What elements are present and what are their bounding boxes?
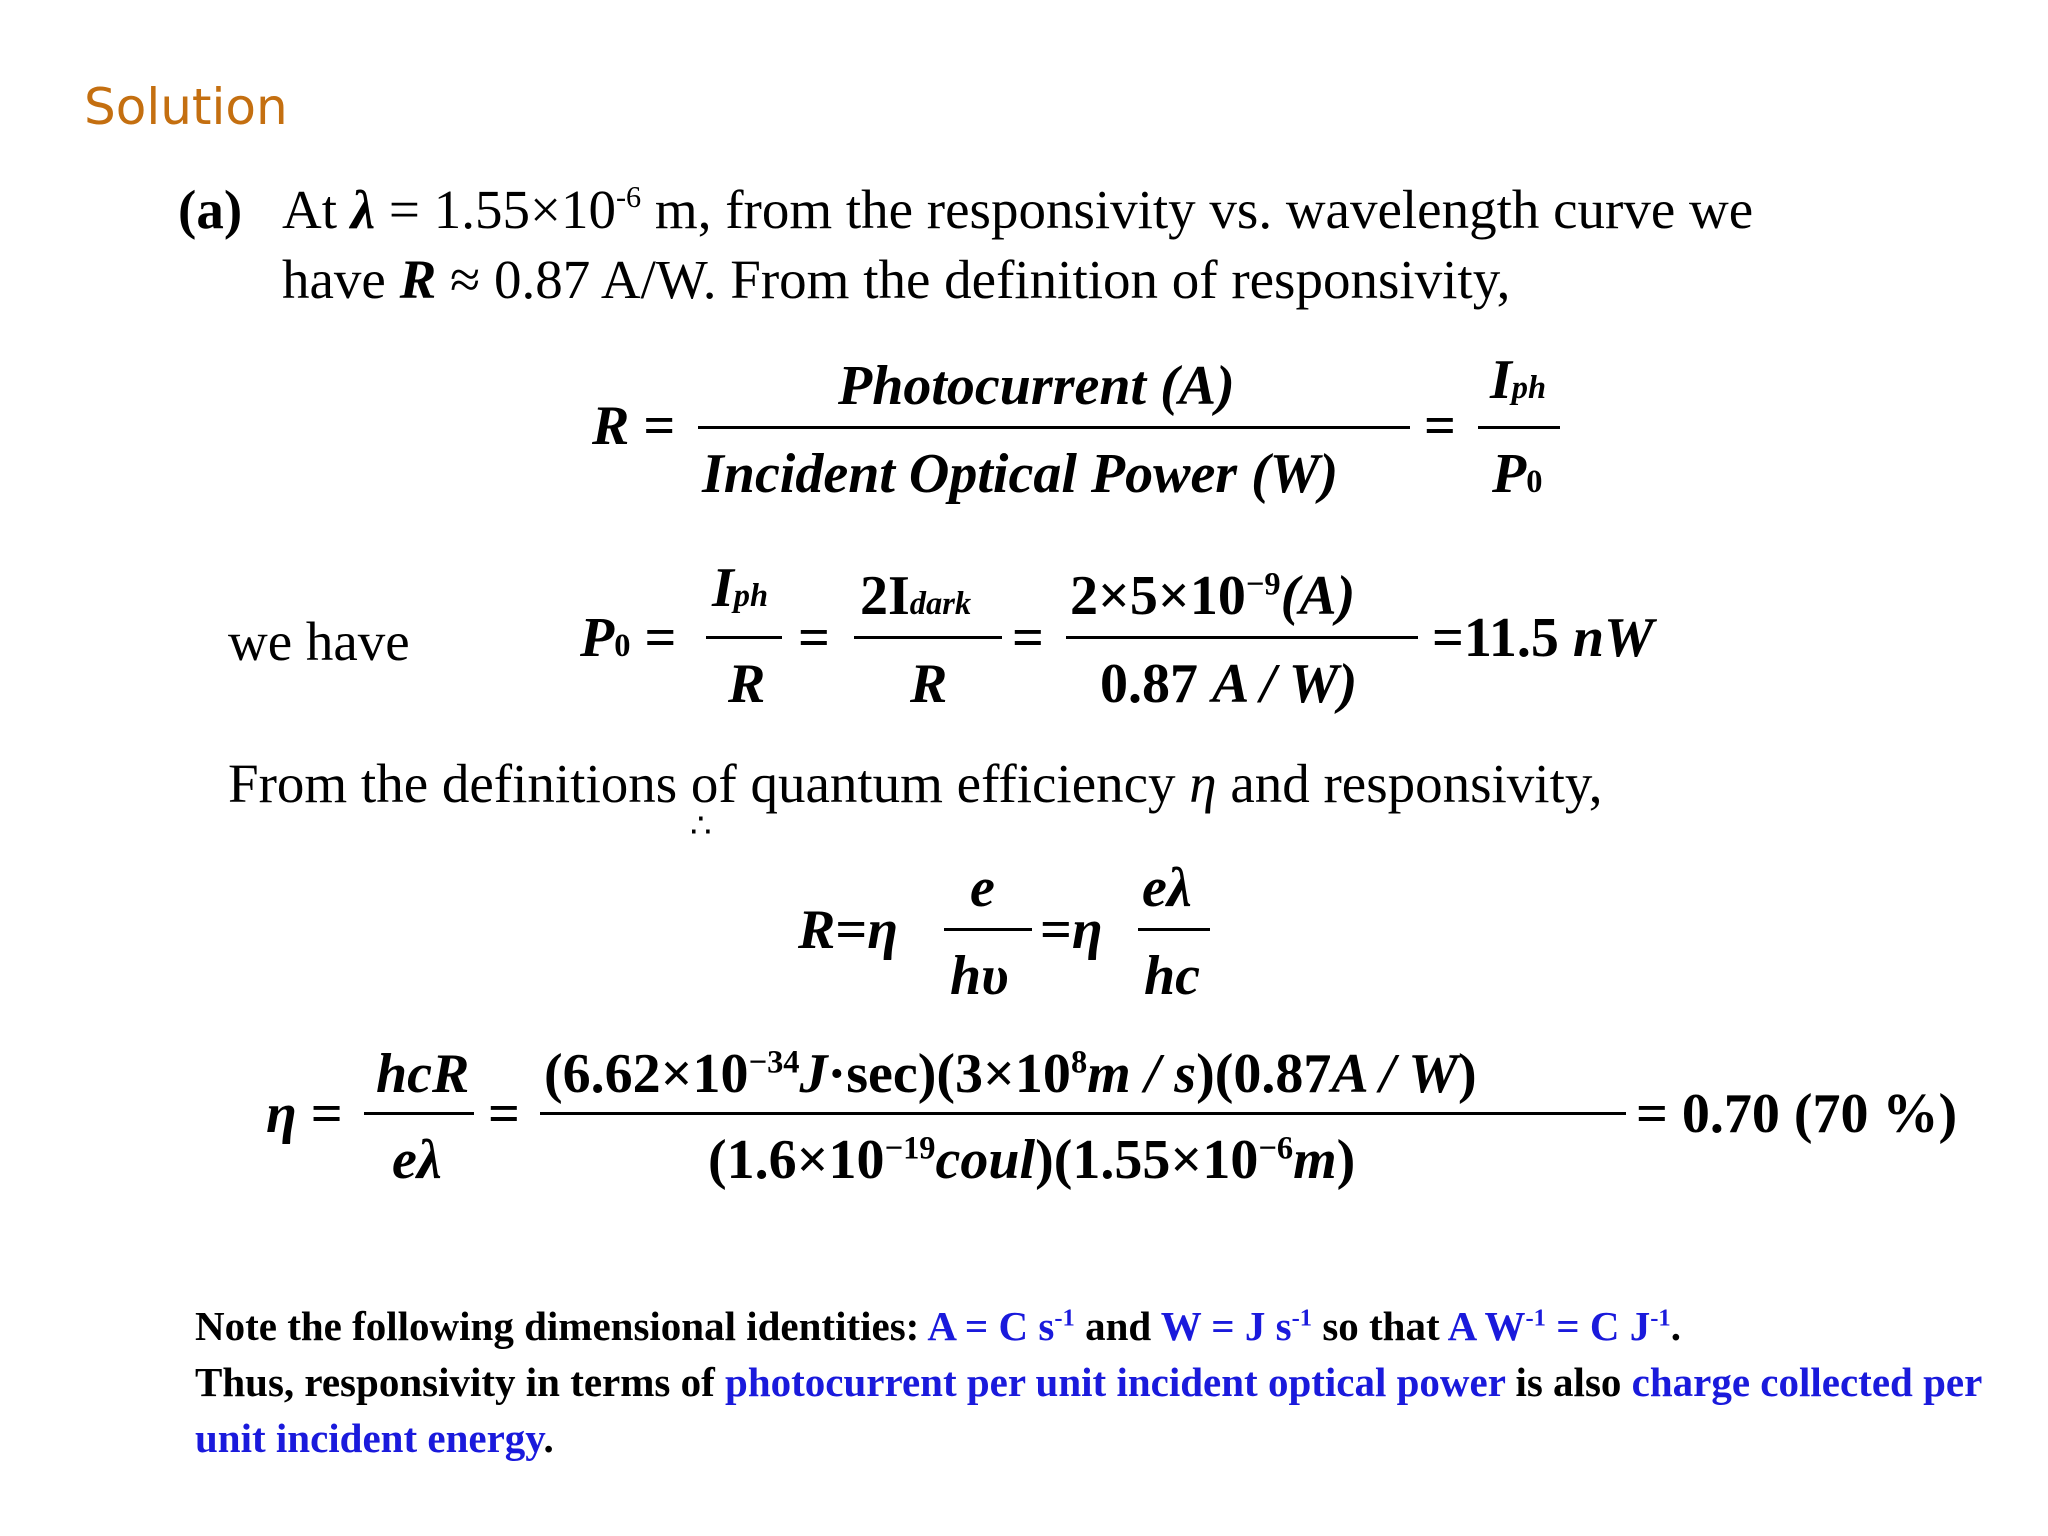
dimensional-identities-note: Note the following dimensional identities: A = C $s^{-1}$ and W = J $s^{-1}$ so that A $W^{-1} = C$ $J^{-1}$. Thus, responsivity in terms of photocurrent per unit incident optical power is also charge collected per unit incident energy. [195,1303,1982,1461]
part-a-line1: At $\lambda = 1.55\times 10^{-6}$ m, from the responsivity vs. wavelength curve we [282,179,1754,240]
therefore-symbol: ∴ [690,808,712,845]
part-a-label: (a) [178,179,243,240]
solution-heading: Solution [84,78,288,136]
quantum-efficiency-sentence: From the definitions of quantum efficiency η and responsivity, [228,753,1603,814]
part-a-line2: have R ≈ 0.87 A/W. From the definition of responsivity, [282,249,1511,310]
